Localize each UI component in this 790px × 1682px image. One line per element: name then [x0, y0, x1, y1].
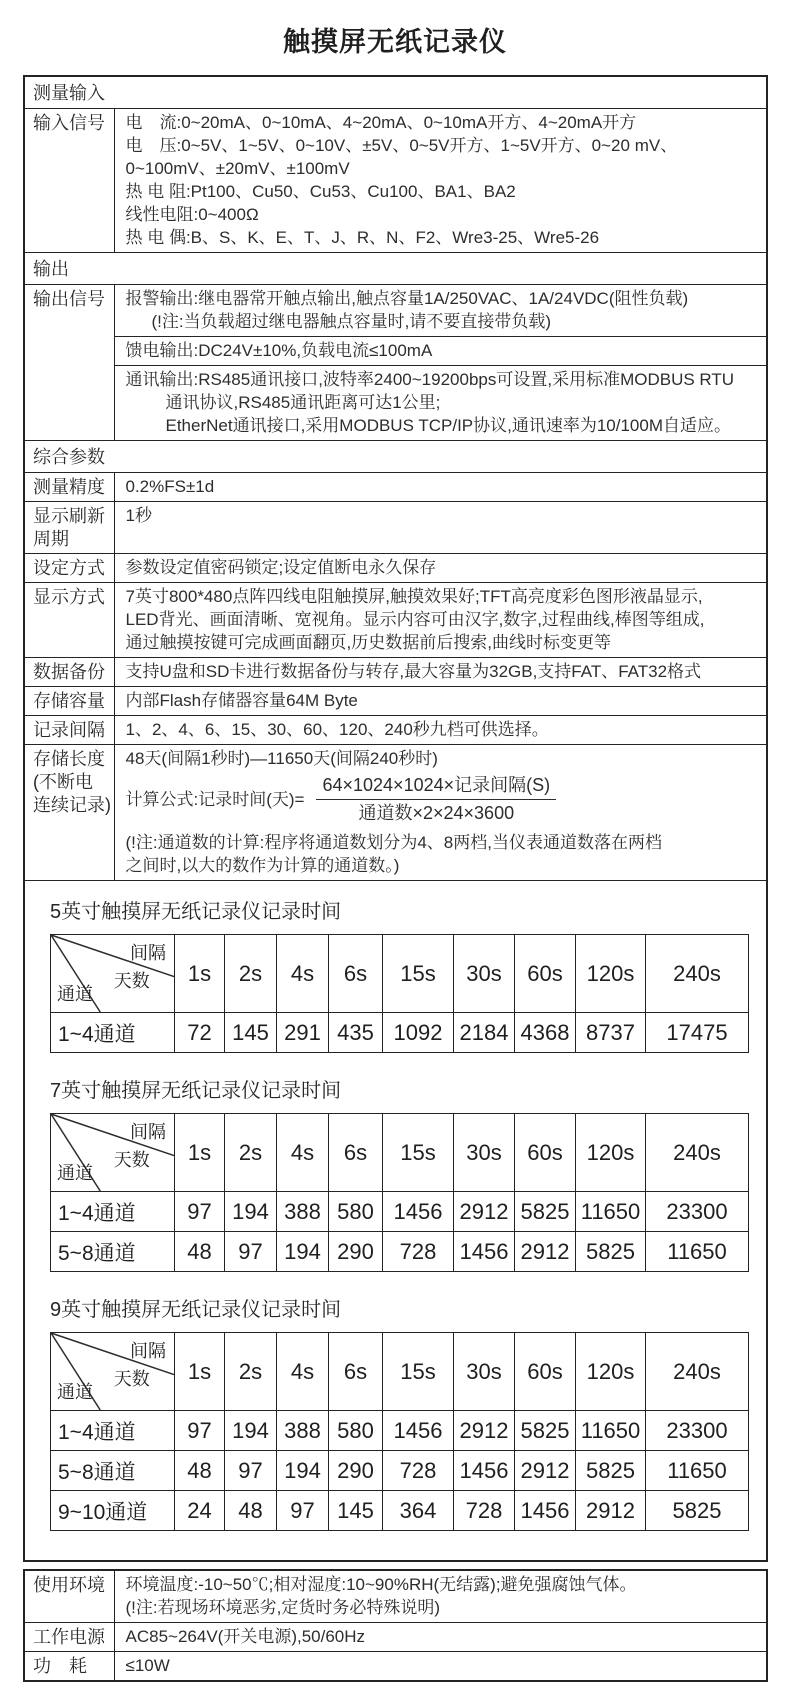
channel-label: 1~4通道 [51, 1013, 175, 1053]
interval-value: 1、2、4、6、15、30、60、120、240秒九档可供选择。 [114, 716, 767, 745]
spec-line: EtherNet通讯接口,采用MODBUS TCP/IP协议,通讯速率为10/100M自适应。 [165, 416, 732, 435]
storage-formula [126, 773, 761, 826]
table-row [51, 1232, 749, 1272]
row-label-refresh: 显示刷新周期 [24, 502, 114, 554]
alarm-output-value [114, 285, 767, 337]
output-signal-feed-row [24, 337, 767, 366]
label-line: (不断电 [33, 772, 93, 792]
days-cell: 2184 [454, 1013, 515, 1053]
corner-label-interval: 间隔 [130, 1341, 166, 1361]
record-table-title-7inch: 7英寸触摸屏无纸记录仪记录时间 [50, 1080, 342, 1102]
capacity-value: 内部Flash存储器容量64M Byte [114, 687, 767, 716]
spec-table [23, 75, 768, 1562]
section-row-output [24, 253, 767, 285]
spec-line: 电 压:0~5V、1~5V、0~10V、±5V、0~5V开方、1~5V开方、0~20 mV、 [125, 136, 678, 155]
input-signal-value [114, 109, 767, 253]
formula-denominator: 通道数×2×24×3600 [358, 803, 515, 823]
days-cell: 1456 [454, 1232, 515, 1272]
record-table-header-row [51, 1333, 749, 1411]
days-cell: 5825 [576, 1451, 646, 1491]
days-cell: 23300 [646, 1192, 749, 1232]
spec-line: (!注:若现场环境恶劣,定货时务必特殊说明) [125, 1598, 440, 1617]
table-row [51, 1013, 749, 1053]
days-cell: 97 [225, 1451, 277, 1491]
row-label-accuracy: 测量精度 [24, 473, 114, 502]
interval-header: 2s [225, 1333, 277, 1411]
feed-output-value: 馈电输出:DC24V±10%,负载电流≤100mA [114, 337, 767, 366]
record-table-5inch [50, 934, 749, 1053]
spec-line: 热 电 阻:Pt100、Cu50、Cu53、Cu100、BA1、BA2 [125, 182, 516, 201]
interval-header: 60s [515, 1333, 576, 1411]
days-cell: 2912 [454, 1411, 515, 1451]
interval-header: 1s [175, 1114, 225, 1192]
channel-label: 9~10通道 [51, 1491, 175, 1531]
interval-header: 6s [329, 935, 383, 1013]
spec-line: 7英寸800*480点阵四线电阻触摸屏,触摸效果好;TFT高亮度彩色图形液晶显示, [125, 587, 703, 606]
days-cell: 580 [329, 1411, 383, 1451]
refresh-value: 1秒 [114, 502, 767, 554]
days-cell: 290 [329, 1232, 383, 1272]
interval-header: 30s [454, 935, 515, 1013]
spec-line: 之间时,以大的数作为计算的通道数。) [125, 856, 400, 875]
section-header-general: 综合参数 [24, 441, 767, 473]
interval-header: 60s [515, 1114, 576, 1192]
days-cell: 48 [175, 1451, 225, 1491]
storage-length-value [114, 745, 767, 881]
days-cell: 1456 [515, 1491, 576, 1531]
row-label-interval: 记录间隔 [24, 716, 114, 745]
label-line: 存储长度 [33, 749, 105, 769]
interval-header: 4s [277, 1114, 329, 1192]
capacity-row [24, 687, 767, 716]
row-label-storage-length [24, 745, 114, 881]
interval-header: 2s [225, 1114, 277, 1192]
days-cell: 2912 [454, 1192, 515, 1232]
days-cell: 48 [225, 1491, 277, 1531]
table-row [51, 1411, 749, 1451]
days-cell: 388 [277, 1192, 329, 1232]
days-cell: 1456 [454, 1451, 515, 1491]
spec-line: 报警输出:继电器常开触点输出,触点容量1A/250VAC、1A/24VDC(阻性负载) [125, 289, 689, 308]
days-cell: 2912 [515, 1451, 576, 1491]
row-label-display: 显示方式 [24, 583, 114, 658]
days-cell: 97 [277, 1491, 329, 1531]
section-header-input: 测量输入 [24, 76, 767, 109]
section-row-general [24, 441, 767, 473]
table-row [51, 1192, 749, 1232]
interval-header: 15s [383, 1333, 454, 1411]
spec-line: LED背光、画面清晰、宽视角。显示内容可由汉字,数字,过程曲线,棒图等组成, [125, 610, 705, 629]
interval-header: 240s [646, 1114, 749, 1192]
consumption-row [24, 1652, 767, 1682]
interval-header: 2s [225, 935, 277, 1013]
interval-header: 15s [383, 1114, 454, 1192]
storage-length-row [24, 745, 767, 881]
row-label-backup: 数据备份 [24, 658, 114, 687]
row-label-environment: 使用环境 [24, 1570, 114, 1623]
row-label-capacity: 存储容量 [24, 687, 114, 716]
days-cell: 97 [175, 1411, 225, 1451]
days-cell: 580 [329, 1192, 383, 1232]
days-cell: 728 [383, 1451, 454, 1491]
interval-header: 240s [646, 1333, 749, 1411]
section-row-input [24, 76, 767, 109]
days-cell: 290 [329, 1451, 383, 1491]
label-line: 连续记录) [33, 795, 111, 815]
days-cell: 728 [383, 1232, 454, 1272]
row-label-input-signal: 输入信号 [24, 109, 114, 253]
formula-numerator: 64×1024×1024×记录间隔(S) [316, 773, 556, 800]
spec-line: 电 流:0~20mA、0~10mA、4~20mA、0~10mA开方、4~20mA开方 [125, 113, 637, 132]
days-cell: 11650 [646, 1451, 749, 1491]
interval-header: 1s [175, 1333, 225, 1411]
consumption-value: ≤10W [114, 1652, 767, 1682]
days-cell: 194 [225, 1192, 277, 1232]
section-header-output: 输出 [24, 253, 767, 285]
days-cell: 145 [225, 1013, 277, 1053]
row-label-output-signal: 输出信号 [24, 285, 114, 441]
table-row [51, 1491, 749, 1531]
output-signal-comm-row [24, 366, 767, 441]
days-cell: 1456 [383, 1411, 454, 1451]
formula-prefix: 计算公式:记录时间(天)= [125, 790, 305, 809]
formula-fraction [316, 773, 556, 826]
backup-row [24, 658, 767, 687]
interval-header: 120s [576, 1333, 646, 1411]
days-cell: 291 [277, 1013, 329, 1053]
days-cell: 97 [175, 1192, 225, 1232]
corner-cell [51, 935, 175, 1013]
spec-line: 通讯输出:RS485通讯接口,波特率2400~19200bps可设置,采用标准MODBUS RTU [125, 370, 735, 389]
days-cell: 364 [383, 1491, 454, 1531]
channel-label: 5~8通道 [51, 1451, 175, 1491]
days-cell: 48 [175, 1232, 225, 1272]
corner-cell [51, 1114, 175, 1192]
spec-line: 线性电阻:0~400Ω [125, 205, 259, 224]
display-value [114, 583, 767, 658]
days-cell: 2912 [576, 1491, 646, 1531]
interval-row [24, 716, 767, 745]
display-row [24, 583, 767, 658]
interval-header: 4s [277, 1333, 329, 1411]
days-cell: 2912 [515, 1232, 576, 1272]
spec-line: 通过触摸按键可完成画面翻页,历史数据前后搜索,曲线时标变更等 [125, 633, 611, 652]
interval-header: 30s [454, 1333, 515, 1411]
corner-label-channel: 通道 [57, 1163, 93, 1183]
days-cell: 194 [225, 1411, 277, 1451]
corner-cell [51, 1333, 175, 1411]
power-value: AC85~264V(开关电源),50/60Hz [114, 1623, 767, 1652]
days-cell: 388 [277, 1411, 329, 1451]
interval-header: 30s [454, 1114, 515, 1192]
record-tables-container [24, 881, 767, 1562]
corner-label-interval: 间隔 [130, 1122, 166, 1142]
interval-header: 240s [646, 935, 749, 1013]
days-cell: 1092 [383, 1013, 454, 1053]
record-tables-row [24, 881, 767, 1562]
spec-line: 通讯协议,RS485通讯距离可达1公里; [165, 393, 441, 412]
accuracy-value: 0.2%FS±1d [114, 473, 767, 502]
spec-line: (!注:通道数的计算:程序将通道数划分为4、8两档,当仪表通道数落在两档 [125, 833, 662, 852]
spec-line: 0~100mV、±20mV、±100mV [125, 159, 350, 178]
interval-header: 120s [576, 935, 646, 1013]
days-cell: 11650 [576, 1411, 646, 1451]
days-cell: 4368 [515, 1013, 576, 1053]
days-cell: 5825 [646, 1491, 749, 1531]
row-label-power: 工作电源 [24, 1623, 114, 1652]
days-cell: 23300 [646, 1411, 749, 1451]
days-cell: 5825 [515, 1411, 576, 1451]
days-cell: 5825 [515, 1192, 576, 1232]
days-cell: 8737 [576, 1013, 646, 1053]
corner-label-days: 天数 [113, 1369, 150, 1390]
interval-header: 4s [277, 935, 329, 1013]
spec-line: (!注:当负载超过继电器触点容量时,请不要直接带负载) [151, 312, 551, 331]
interval-header: 15s [383, 935, 454, 1013]
spec-line: 环境温度:-10~50℃;相对湿度:10~90%RH(无结露);避免强腐蚀气体。 [125, 1575, 637, 1594]
days-cell: 435 [329, 1013, 383, 1053]
days-cell: 97 [225, 1232, 277, 1272]
power-row [24, 1623, 767, 1652]
record-table-header-row [51, 1114, 749, 1192]
interval-header: 60s [515, 935, 576, 1013]
days-cell: 728 [454, 1491, 515, 1531]
days-cell: 194 [277, 1451, 329, 1491]
setting-value: 参数设定值密码锁定;设定值断电永久保存 [114, 554, 767, 583]
days-cell: 24 [175, 1491, 225, 1531]
channel-label: 5~8通道 [51, 1232, 175, 1272]
record-table-title-5inch: 5英寸触摸屏无纸记录仪记录时间 [50, 901, 342, 923]
spec-line: 48天(间隔1秒时)—11650天(间隔240秒时) [125, 749, 438, 768]
interval-header: 1s [175, 935, 225, 1013]
comm-output-value [114, 366, 767, 441]
interval-header: 120s [576, 1114, 646, 1192]
corner-label-days: 天数 [113, 971, 150, 992]
environment-row [24, 1570, 767, 1623]
row-label-setting: 设定方式 [24, 554, 114, 583]
corner-label-interval: 间隔 [130, 943, 166, 963]
page-title: 触摸屏无纸记录仪 [283, 27, 507, 57]
accuracy-row [24, 473, 767, 502]
days-cell: 1456 [383, 1192, 454, 1232]
days-cell: 11650 [576, 1192, 646, 1232]
output-signal-alarm-row [24, 285, 767, 337]
channel-label: 1~4通道 [51, 1411, 175, 1451]
spec-line: 热 电 偶:B、S、K、E、T、J、R、N、F2、Wre3-25、Wre5-26 [125, 228, 600, 247]
corner-label-days: 天数 [113, 1150, 150, 1171]
table-row [51, 1451, 749, 1491]
days-cell: 145 [329, 1491, 383, 1531]
days-cell: 194 [277, 1232, 329, 1272]
input-signal-row [24, 109, 767, 253]
channel-label: 1~4通道 [51, 1192, 175, 1232]
environment-value [114, 1570, 767, 1623]
interval-header: 6s [329, 1114, 383, 1192]
row-label-consumption: 功 耗 [24, 1652, 114, 1682]
refresh-row [24, 502, 767, 554]
corner-label-channel: 通道 [57, 984, 93, 1004]
days-cell: 11650 [646, 1232, 749, 1272]
days-cell: 72 [175, 1013, 225, 1053]
setting-row [24, 554, 767, 583]
days-cell: 5825 [576, 1232, 646, 1272]
corner-label-channel: 通道 [57, 1382, 93, 1402]
record-table-title-9inch: 9英寸触摸屏无纸记录仪记录时间 [50, 1299, 342, 1321]
backup-value: 支持U盘和SD卡进行数据备份与转存,最大容量为32GB,支持FAT、FAT32格式 [114, 658, 767, 687]
record-table-9inch [50, 1332, 749, 1531]
record-table-7inch [50, 1113, 749, 1272]
environment-power-table [23, 1569, 768, 1682]
interval-header: 6s [329, 1333, 383, 1411]
days-cell: 17475 [646, 1013, 749, 1053]
record-table-header-row [51, 935, 749, 1013]
